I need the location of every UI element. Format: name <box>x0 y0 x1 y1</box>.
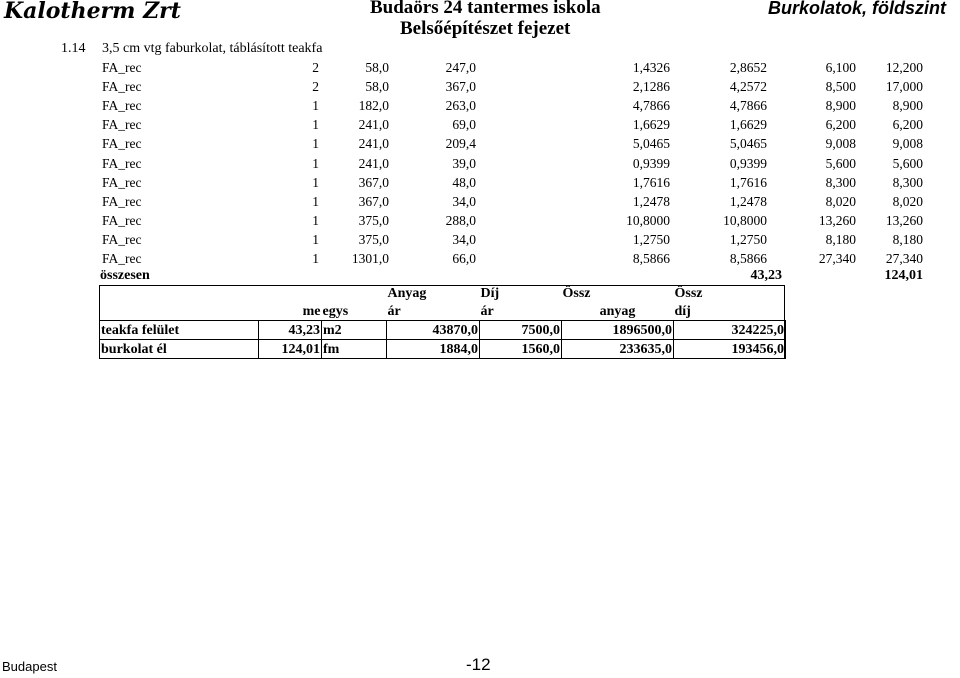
summary-header-cell <box>259 286 322 302</box>
row-edge: 6,200 <box>825 117 856 133</box>
row-total-edge: 8,020 <box>892 193 923 209</box>
row-quantity: 2 <box>312 79 319 95</box>
row-total-edge: 17,000 <box>885 79 923 95</box>
row-area: 1,7616 <box>632 174 670 190</box>
row-edge: 8,900 <box>825 98 856 114</box>
row-area: 5,0465 <box>632 136 670 152</box>
row-area: 2,1286 <box>632 79 670 95</box>
row-dimension-a: 58,0 <box>365 79 389 95</box>
row-quantity: 1 <box>312 193 319 209</box>
summary-header-cell: me <box>302 304 321 319</box>
summary-header-cell: anyag <box>599 304 636 319</box>
row-quantity: 1 <box>312 136 319 152</box>
summary-row <box>100 321 786 340</box>
summary-total-material: 233635,0 <box>562 340 674 359</box>
summary-row <box>100 340 786 359</box>
row-name: FA_rec <box>102 174 142 190</box>
summary-fee-price: 1560,0 <box>480 340 562 359</box>
row-total-edge: 8,900 <box>892 98 923 114</box>
row-area: 8,5866 <box>632 251 670 266</box>
row-name: FA_rec <box>102 79 142 95</box>
row-total-edge: 13,260 <box>885 212 923 228</box>
row-edge: 27,340 <box>818 251 856 266</box>
footer-location: Budapest <box>2 659 57 674</box>
row-total-edge: 6,200 <box>892 117 923 133</box>
row-dimension-a: 241,0 <box>358 155 389 171</box>
summary-header-cell: díj <box>674 304 691 319</box>
row-dimension-b: 247,0 <box>445 60 476 75</box>
summary-material-price: 1884,0 <box>387 340 480 359</box>
summary-total-fee: 324225,0 <box>674 321 786 340</box>
row-dimension-a: 375,0 <box>358 231 389 247</box>
row-quantity: 1 <box>312 117 319 133</box>
row-name: FA_rec <box>102 60 142 75</box>
row-total-area: 2,8652 <box>729 60 767 75</box>
row-dimension-b: 263,0 <box>445 98 476 114</box>
summary-header-cell: Anyag <box>387 286 427 301</box>
row-name: FA_rec <box>102 98 142 114</box>
row-edge: 8,020 <box>825 193 856 209</box>
row-dimension-b: 34,0 <box>452 193 476 209</box>
row-total-area: 1,2478 <box>729 193 767 209</box>
row-total-edge: 8,180 <box>892 231 923 247</box>
row-total-area: 1,7616 <box>729 174 767 190</box>
row-dimension-a: 367,0 <box>358 174 389 190</box>
row-dimension-b: 69,0 <box>452 117 476 133</box>
row-edge: 8,300 <box>825 174 856 190</box>
row-name: FA_rec <box>102 212 142 228</box>
row-name: FA_rec <box>102 155 142 171</box>
row-total-area: 10,8000 <box>723 212 767 228</box>
total-edge: 124,01 <box>884 268 923 283</box>
row-edge: 8,180 <box>825 231 856 247</box>
row-dimension-a: 241,0 <box>358 136 389 152</box>
row-quantity: 1 <box>312 212 319 228</box>
row-edge: 8,500 <box>825 79 856 95</box>
page-number: -12 <box>466 655 491 674</box>
row-quantity: 1 <box>312 174 319 190</box>
summary-row-label: burkolat él <box>100 340 259 359</box>
row-name: FA_rec <box>102 251 142 266</box>
row-dimension-a: 1301,0 <box>351 251 389 266</box>
row-total-area: 1,6629 <box>729 117 767 133</box>
row-area: 1,6629 <box>632 117 670 133</box>
row-dimension-b: 66,0 <box>452 251 476 266</box>
row-edge: 6,100 <box>825 60 856 75</box>
summary-header-cell: Díj <box>480 286 500 301</box>
row-dimension-a: 182,0 <box>358 98 389 114</box>
row-area: 1,2478 <box>632 193 670 209</box>
project-title: Budaörs 24 tantermes iskola <box>370 0 601 18</box>
row-total-area: 5,0465 <box>729 136 767 152</box>
summary-quantity: 124,01 <box>259 340 322 359</box>
row-total-edge: 9,008 <box>892 136 923 152</box>
summary-total-fee: 193456,0 <box>674 340 786 359</box>
summary-material-price: 43870,0 <box>387 321 480 340</box>
item-description: 3,5 cm vtg faburkolat, táblásított teakfa <box>102 41 323 56</box>
row-total-area: 1,2750 <box>729 231 767 247</box>
summary-header-cell <box>100 302 259 321</box>
summary-header-cell: ár <box>480 304 494 319</box>
row-total-area: 8,5866 <box>729 251 767 266</box>
row-edge: 13,260 <box>818 212 856 228</box>
row-total-edge: 27,340 <box>885 251 923 266</box>
row-edge: 5,600 <box>825 155 856 171</box>
row-dimension-b: 209,4 <box>445 136 476 152</box>
row-dimension-a: 375,0 <box>358 212 389 228</box>
row-total-edge: 5,600 <box>892 155 923 171</box>
row-dimension-b: 48,0 <box>452 174 476 190</box>
row-quantity: 1 <box>312 231 319 247</box>
company-name: Kalotherm Zrt <box>4 0 181 24</box>
row-name: FA_rec <box>102 193 142 209</box>
total-area: 43,23 <box>750 268 782 283</box>
row-total-area: 4,2572 <box>729 79 767 95</box>
section-title: Burkolatok, földszint <box>767 0 946 18</box>
row-quantity: 1 <box>312 155 319 171</box>
summary-header-cell: ár <box>387 304 401 319</box>
summary-fee-price: 7500,0 <box>480 321 562 340</box>
row-quantity: 2 <box>312 60 319 75</box>
row-total-edge: 12,200 <box>885 60 923 75</box>
row-dimension-a: 367,0 <box>358 193 389 209</box>
item-number: 1.14 <box>61 41 86 56</box>
row-dimension-b: 288,0 <box>445 212 476 228</box>
summary-header-cell <box>322 286 387 302</box>
row-area: 1,4326 <box>632 60 670 75</box>
row-area: 4,7866 <box>632 98 670 114</box>
row-dimension-b: 39,0 <box>452 155 476 171</box>
summary-unit: m2 <box>322 321 387 340</box>
row-dimension-a: 58,0 <box>365 60 389 75</box>
row-quantity: 1 <box>312 251 319 266</box>
row-dimension-a: 241,0 <box>358 117 389 133</box>
row-quantity: 1 <box>312 98 319 114</box>
chapter-subtitle: Belsőépítészet fejezet <box>400 18 571 39</box>
summary-row-label: teakfa felület <box>100 321 259 340</box>
summary-header-cell: Össz <box>674 286 703 301</box>
summary-table <box>99 286 786 359</box>
row-area: 10,8000 <box>626 212 670 228</box>
summary-header-cell: egys <box>322 304 349 319</box>
row-dimension-b: 367,0 <box>445 79 476 95</box>
summary-header-cell: Össz <box>562 286 591 301</box>
row-name: FA_rec <box>102 231 142 247</box>
summary-header-cell <box>100 286 259 302</box>
row-name: FA_rec <box>102 117 142 133</box>
row-edge: 9,008 <box>825 136 856 152</box>
summary-header-row <box>100 286 786 302</box>
summary-unit: fm <box>322 340 387 359</box>
row-name: FA_rec <box>102 136 142 152</box>
row-total-area: 4,7866 <box>729 98 767 114</box>
row-dimension-b: 34,0 <box>452 231 476 247</box>
total-label: összesen <box>100 268 150 283</box>
row-area: 0,9399 <box>632 155 670 171</box>
summary-header-row <box>100 302 786 321</box>
summary-quantity: 43,23 <box>259 321 322 340</box>
row-total-area: 0,9399 <box>729 155 767 171</box>
row-total-edge: 8,300 <box>892 174 923 190</box>
row-area: 1,2750 <box>632 231 670 247</box>
summary-total-material: 1896500,0 <box>562 321 674 340</box>
